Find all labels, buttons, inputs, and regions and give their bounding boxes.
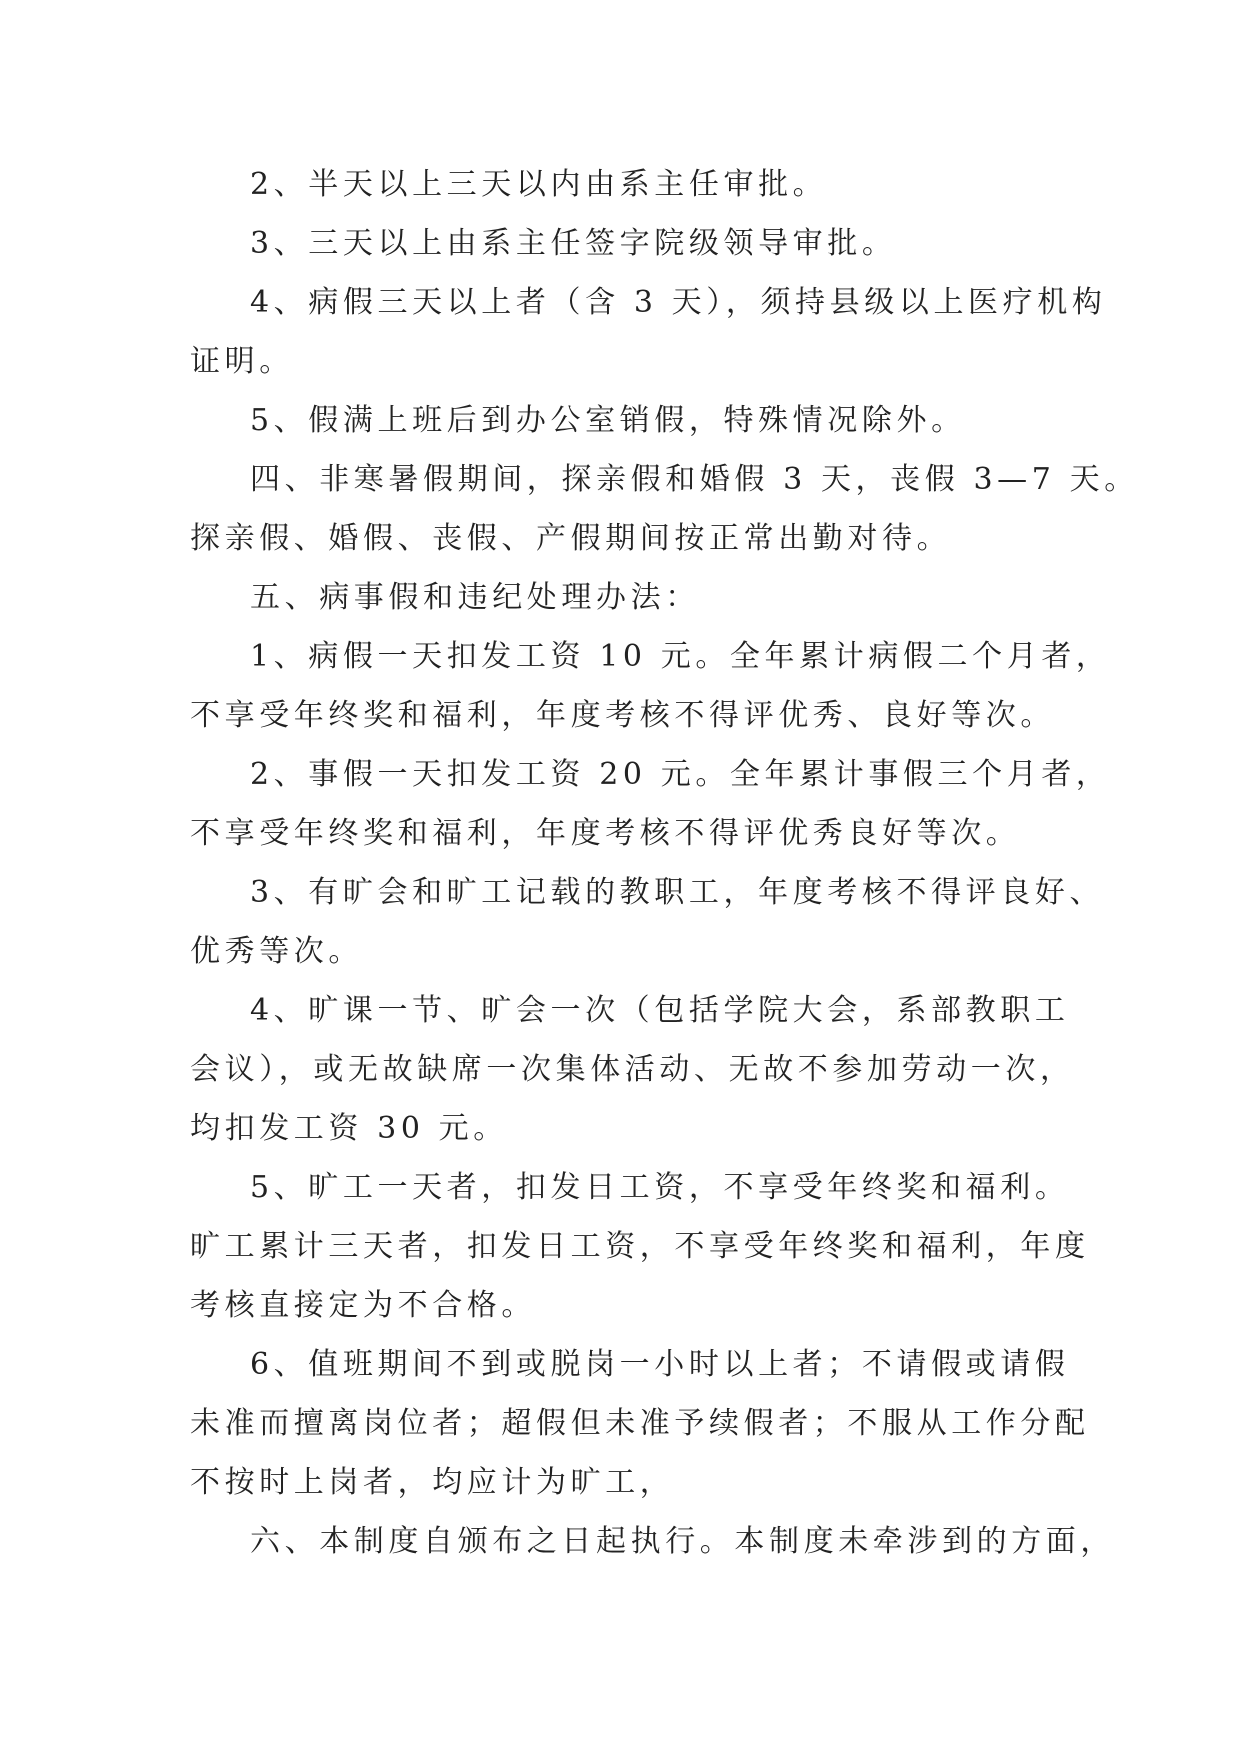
- text-line: 5、假满上班后到办公室销假，特殊情况除外。: [250, 403, 966, 438]
- text-line: 旷工累计三天者，扣发日工资，不享受年终奖和福利，年度: [190, 1229, 1090, 1264]
- text-line: 探亲假、婚假、丧假、产假期间按正常出勤对待。: [190, 521, 952, 556]
- text-line: 5、旷工一天者，扣发日工资，不享受年终奖和福利。: [250, 1170, 1070, 1205]
- text-line: 不享受年终奖和福利，年度考核不得评优秀良好等次。: [190, 816, 1021, 851]
- text-line: 4、旷课一节、旷会一次（包括学院大会，系部教职工: [250, 993, 1070, 1028]
- text-line: 考核直接定为不合格。: [190, 1288, 536, 1323]
- text-line: 不享受年终奖和福利，年度考核不得评优秀、良好等次。: [190, 698, 1055, 733]
- text-line: 六、本制度自颁布之日起执行。本制度未牵涉到的方面，: [250, 1524, 1115, 1559]
- text-line: 未准而擅离岗位者；超假但未准予续假者；不服从工作分配: [190, 1406, 1090, 1441]
- text-line: 均扣发工资 30 元。: [190, 1111, 508, 1146]
- text-line: 4、病假三天以上者（含 3 天），须持县级以上医疗机构: [250, 285, 1107, 320]
- text-line: 不按时上岗者，均应计为旷工，: [190, 1465, 675, 1500]
- text-line: 优秀等次。: [190, 934, 363, 969]
- text-line: 2、半天以上三天以内由系主任审批。: [250, 167, 828, 202]
- text-line: 四、非寒暑假期间，探亲假和婚假 3 天，丧假 3—7 天。: [250, 462, 1139, 497]
- text-line: 3、三天以上由系主任签字院级领导审批。: [250, 226, 897, 261]
- text-line: 五、病事假和违纪处理办法：: [250, 580, 700, 615]
- text-line: 3、有旷会和旷工记载的教职工，年度考核不得评良好、: [250, 875, 1105, 910]
- text-line: 证明。: [190, 344, 294, 379]
- text-line: 1、病假一天扣发工资 10 元。全年累计病假二个月者，: [250, 639, 1111, 674]
- text-line: 6、值班期间不到或脱岗一小时以上者；不请假或请假: [250, 1347, 1070, 1382]
- text-line: 2、事假一天扣发工资 20 元。全年累计事假三个月者，: [250, 757, 1111, 792]
- text-line: 会议），或无故缺席一次集体活动、无故不参加劳动一次，: [190, 1052, 1075, 1087]
